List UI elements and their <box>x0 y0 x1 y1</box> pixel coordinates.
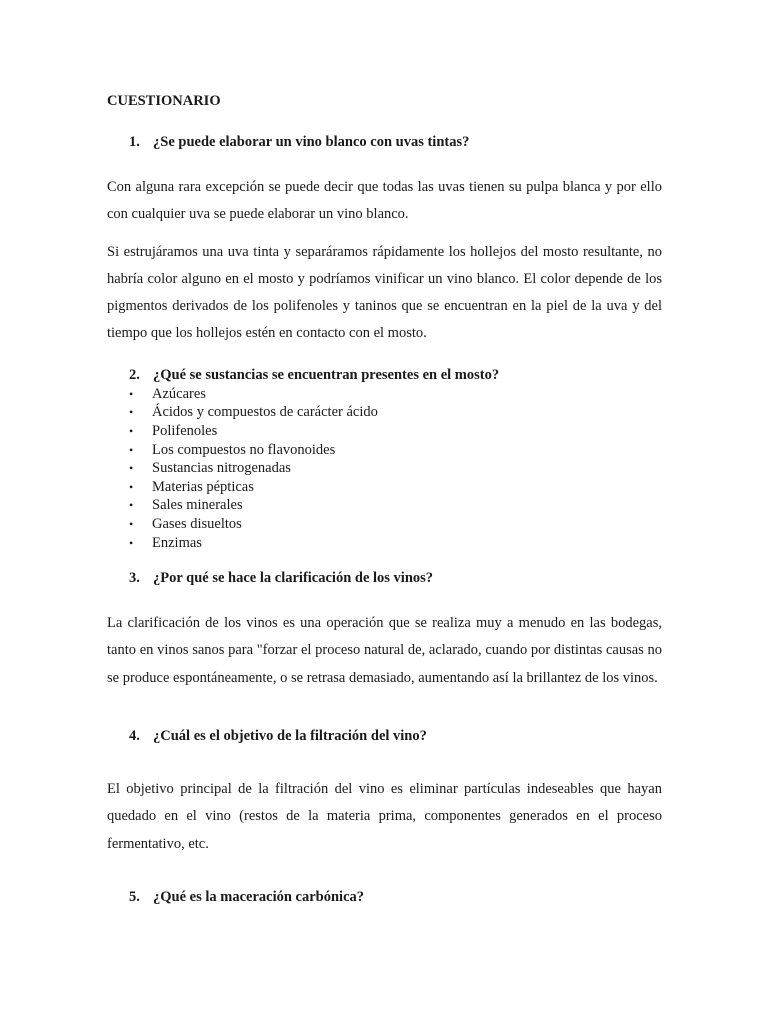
question-3 <box>107 568 662 588</box>
question-number: 3. <box>129 570 140 587</box>
bullet-icon: • <box>129 479 134 494</box>
answer-paragraph: Si estrujáramos una uva tinta y separáramos rápidamente los hollejos del mosto resultante, no habría color alguno en el mosto y podríamos vinificar un vino blanco. El color depende de los pigmentos derivados de los polifenoles y taninos que se encuentran en la piel de la uva y del tiempo que los hollejos estén en contacto con el mosto. <box>107 243 662 342</box>
document-page <box>107 91 662 907</box>
list-item <box>107 441 662 460</box>
list-item <box>107 496 662 515</box>
bullet-icon: • <box>129 386 134 401</box>
question-number: 1. <box>129 134 140 150</box>
bullet-icon: • <box>129 516 134 531</box>
bullet-icon: • <box>129 461 134 476</box>
list-item <box>107 534 662 553</box>
question-text: ¿Cuál es el objetivo de la filtración del vino? <box>153 728 427 745</box>
question-number: 5. <box>129 888 140 905</box>
bullet-icon: • <box>129 498 134 513</box>
list-item-text: Gases disueltos <box>152 515 242 532</box>
bullet-icon: • <box>129 405 134 420</box>
list-item-text: Polifenoles <box>152 422 218 439</box>
bullet-icon: • <box>129 442 134 457</box>
list-item <box>107 422 662 441</box>
question-5 <box>107 887 662 907</box>
question-text: ¿Se puede elaborar un vino blanco con uvas tintas? <box>153 134 470 150</box>
question-text: ¿Qué es la maceración carbónica? <box>153 888 365 905</box>
question-text: ¿Qué se sustancias se encuentran presentes en el mosto? <box>153 366 500 383</box>
bullet-icon: • <box>129 535 134 550</box>
bullet-icon: • <box>129 423 134 438</box>
answer-paragraph: Con alguna rara excepción se puede decir que todas las uvas tienen su pulpa blanca y por ello con cualquier uva se puede elaborar un vino blanco. <box>107 179 662 223</box>
list-item <box>107 515 662 534</box>
answer-paragraph: La clarificación de los vinos es una operación que se realiza muy a menudo en las bodegas, tanto en vinos sanos para "forzar el proceso natural de, aclarado, cuando por distintas causas no se produce espontáneamente, o se retrasa demasiado, aumentando así la brillantez de los vinos. <box>107 615 662 686</box>
list-item-text: Ácidos y compuestos de carácter ácido <box>152 404 378 421</box>
list-item <box>107 459 662 478</box>
list-item-text: Sustancias nitrogenadas <box>152 460 291 477</box>
substance-list <box>107 385 662 552</box>
list-item-text: Materias pépticas <box>152 478 254 495</box>
document-title: CUESTIONARIO <box>107 93 221 109</box>
list-item-text: Azúcares <box>152 385 206 402</box>
answer-paragraph: El objetivo principal de la filtración del vino es eliminar partículas indeseables que hayan quedado en el vino (restos de la materia prima, componentes generados en el proceso fermentativo, etc. <box>107 781 662 852</box>
list-item <box>107 403 662 422</box>
list-item <box>107 478 662 497</box>
question-4 <box>107 726 662 746</box>
list-item <box>107 385 662 404</box>
question-number: 4. <box>129 728 140 745</box>
list-item-text: Enzimas <box>152 534 202 551</box>
question-number: 2. <box>129 366 140 383</box>
list-item-text: Sales minerales <box>152 497 243 514</box>
list-item-text: Los compuestos no flavonoides <box>152 441 336 458</box>
question-2 <box>107 365 662 385</box>
question-1 <box>107 132 662 152</box>
question-text: ¿Por qué se hace la clarificación de los vinos? <box>153 570 434 587</box>
